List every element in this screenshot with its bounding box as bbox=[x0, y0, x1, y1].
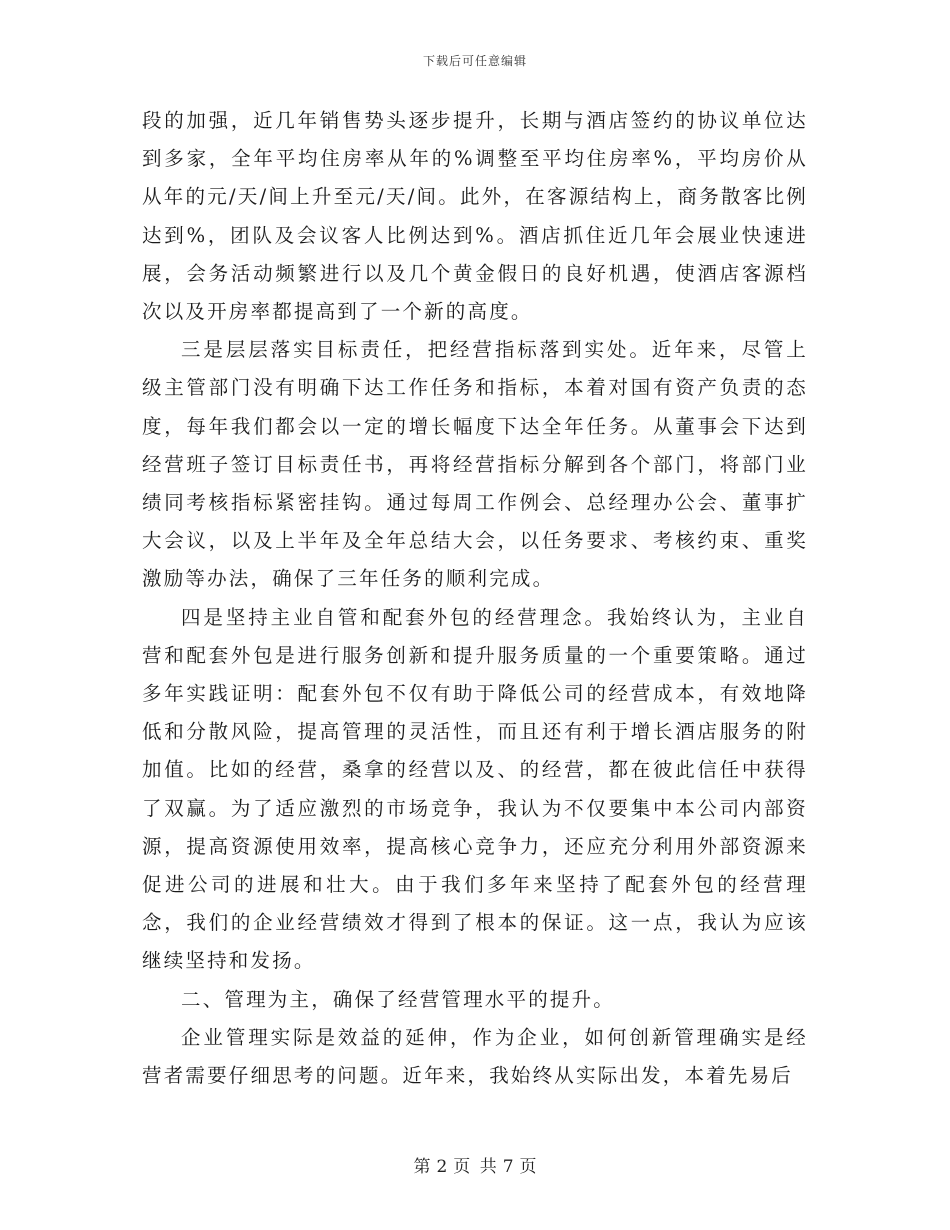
paragraph-4: 企业管理实际是效益的延伸，作为企业，如何创新管理确实是经营者需要仔细思考的问题。近年来，我始终从实际出发，本着先易后 bbox=[142, 1025, 808, 1088]
page-footer bbox=[0, 1152, 950, 1177]
section-heading: 二、管理为主，确保了经营管理水平的提升。 bbox=[181, 987, 616, 1011]
footer-page-number: 2 bbox=[436, 1157, 448, 1177]
paragraph-3: 四是坚持主业自管和配套外包的经营理念。我始终认为，主业自营和配套外包是进行服务创新和提升服务质量的一个重要策略。通过多年实践证明：配套外包不仅有助于降低公司的经营成本，有效地降低和分散风险，提高管理的灵活性，而且还有利于增长酒店服务的附加值。比如的经营，桑拿的经营以及、的经营，都在彼此信任中获得了双赢。为了适应激烈的市场竞争，我认为不仅要集中本公司内部资源，提高资源使用效率，提高核心竞争力，还应充分利用外部资源来促进公司的进展和壮大。由于我们多年来坚持了配套外包的经营理念，我们的企业经营绩效才得到了根本的保证。这一点，我认为应该继续坚持和发扬。 bbox=[142, 605, 808, 973]
footer-prefix: 第 bbox=[413, 1157, 431, 1177]
page-header: 下载后可任意编辑 bbox=[422, 54, 527, 68]
footer-middle: 页 共 bbox=[453, 1157, 497, 1177]
footer-total-pages: 7 bbox=[502, 1157, 514, 1177]
paragraph-1: 段的加强，近几年销售势头逐步提升，长期与酒店签约的协议单位达到多家，全年平均住房率从年的%调整至平均住房率%，平均房价从从年的元/天/间上升至元/天/间。此外，在客源结构上，商务散客比例达到%，团队及会议客人比例达到%。酒店抓住近几年会展业快速进展，会务活动频繁进行以及几个黄金假日的良好机遇，使酒店客源档次以及开房率都提高到了一个新的高度。 bbox=[142, 109, 808, 324]
paragraph-2: 三是层层落实目标责任，把经营指标落到实处。近年来，尽管上级主管部门没有明确下达工作任务和指标，本着对国有资产负责的态度，每年我们都会以一定的增长幅度下达全年任务。从董事会下达到经营班子签订目标责任书，再将经营指标分解到各个部门，将部门业绩同考核指标紧密挂钩。通过每周工作例会、总经理办公会、董事扩大会议，以及上半年及全年总结大会，以任务要求、考核约束、重奖激励等办法，确保了三年任务的顺利完成。 bbox=[142, 338, 808, 591]
footer-suffix: 页 bbox=[519, 1157, 537, 1177]
document-body bbox=[142, 102, 808, 1095]
